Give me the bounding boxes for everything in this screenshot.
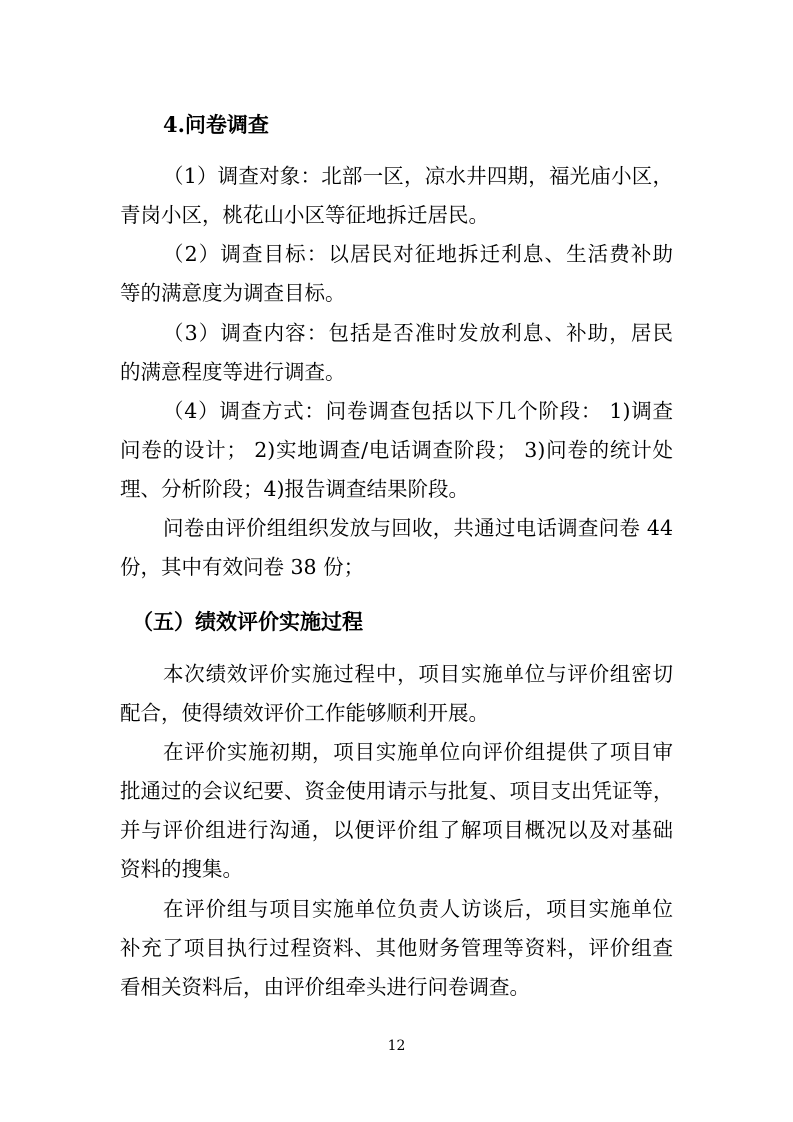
paragraph-line: 本次绩效评价实施过程中，项目实施单位与评价组密切 <box>163 662 673 686</box>
paragraph-line: 在评价组与项目实施单位负责人访谈后，项目实施单位 <box>163 897 673 921</box>
paragraph-line: 批通过的会议纪要、资金使用请示与批复、项目支出凭证等， <box>120 779 674 803</box>
paragraph-line: 并与评价组进行沟通，以便评价组了解项目概况以及对基础 <box>120 818 673 842</box>
paragraph-line: 补充了项目执行过程资料、其他财务管理等资料，评价组查 <box>120 936 673 960</box>
paragraph-line: 青岗小区，桃花山小区等征地拆迁居民。 <box>120 203 489 227</box>
paragraph-line: （1）调查对象：北部一区，凉水井四期，福光庙小区， <box>163 164 673 188</box>
paragraph-line: 看相关资料后，由评价组牵头进行问卷调查。 <box>120 975 530 999</box>
paragraph-line: （2）调查目标：以居民对征地拆迁利息、生活费补助 <box>163 242 673 266</box>
page-number: 12 <box>387 1038 406 1054</box>
paragraph-line: 份，其中有效问卷 38 份； <box>120 555 365 579</box>
section-heading-evaluation-process: （五）绩效评价实施过程 <box>132 609 363 634</box>
section-heading-questionnaire: 4.问卷调查 <box>163 112 269 137</box>
paragraph-line: 问卷的设计； 2)实地调查/电话调查阶段； 3)问卷的统计处 <box>120 438 673 462</box>
paragraph-line: 等的满意度为调查目标。 <box>120 281 346 305</box>
paragraph-line: 在评价实施初期，项目实施单位向评价组提供了项目审 <box>163 740 673 764</box>
paragraph-line: 理、分析阶段；4)报告调查结果阶段。 <box>120 477 470 501</box>
paragraph-line: 问卷由评价组组织发放与回收，共通过电话调查问卷 44 <box>163 516 673 540</box>
paragraph-line: 配合，使得绩效评价工作能够顺利开展。 <box>120 701 489 725</box>
paragraph-line: 资料的搜集。 <box>120 857 243 881</box>
paragraph-line: （3）调查内容：包括是否准时发放利息、补助，居民 <box>163 321 673 345</box>
paragraph-line: （4）调查方式：问卷调查包括以下几个阶段： 1)调查 <box>163 399 673 423</box>
paragraph-line: 的满意程度等进行调查。 <box>120 360 346 384</box>
